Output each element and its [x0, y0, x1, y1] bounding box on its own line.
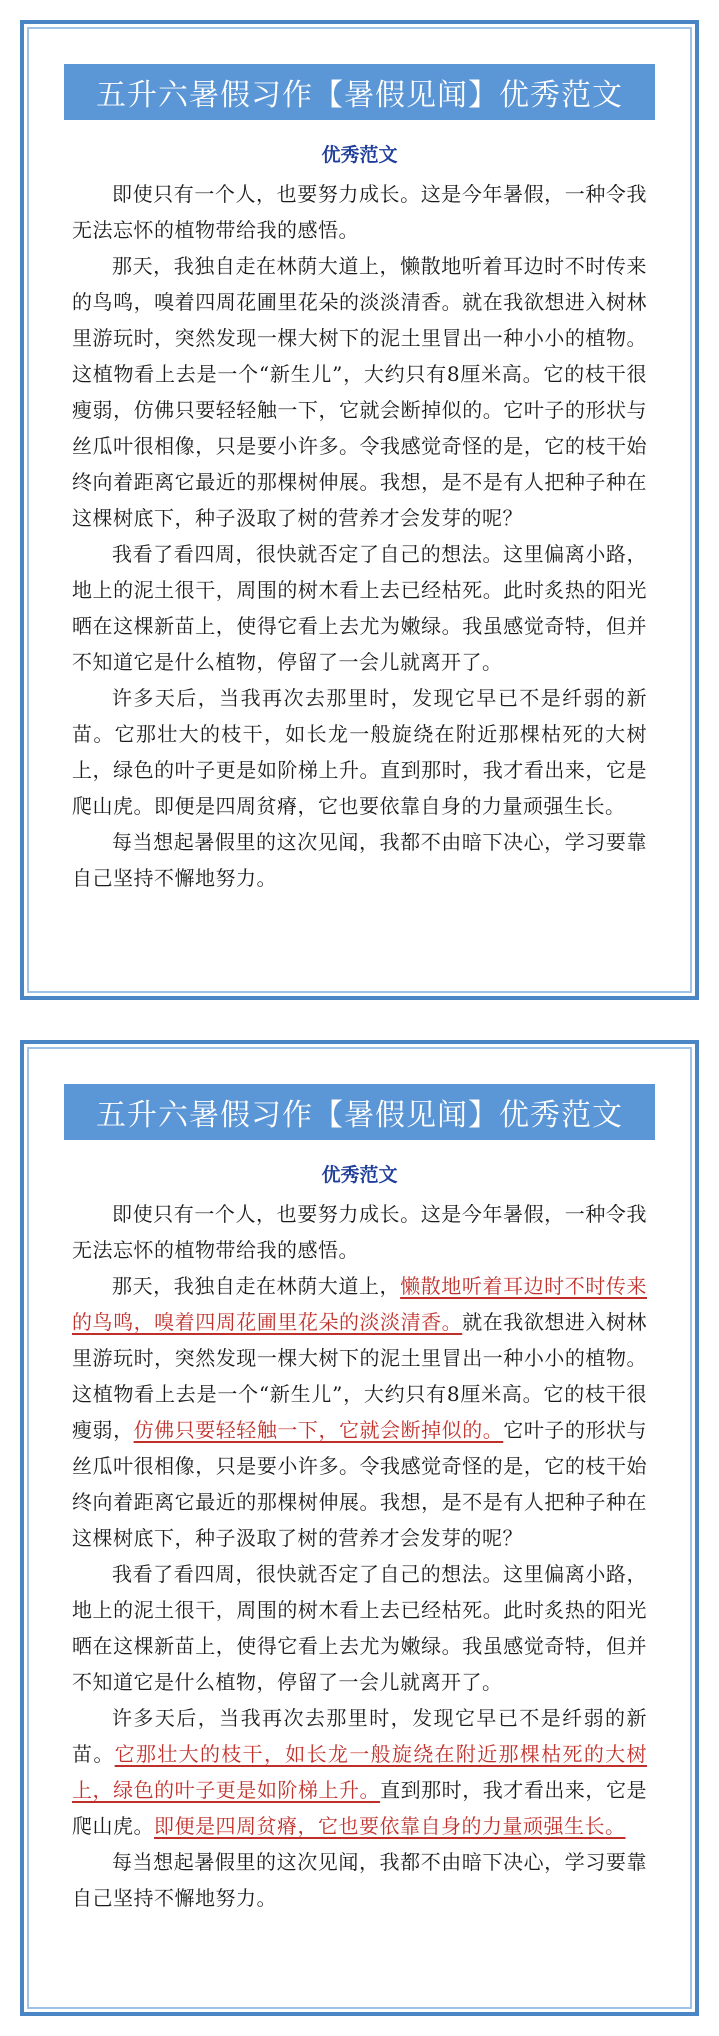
title-banner: 五升六暑假习作【暑假见闻】优秀范文	[64, 64, 655, 120]
paragraph: 每当想起暑假里的这次见闻，我都不由暗下决心，学习要靠自己坚持不懈地努力。	[72, 1850, 647, 1910]
paragraph: 每当想起暑假里的这次见闻，我都不由暗下决心，学习要靠自己坚持不懈地努力。	[72, 830, 647, 890]
paragraph: 即使只有一个人，也要努力成长。这是今年暑假，一种令我无法忘怀的植物带给我的感悟。	[72, 1202, 647, 1262]
paragraph: 那天，我独自走在林荫大道上，懒散地听着耳边时不时传来的鸟鸣，嗅着四周花圃里花朵的淡淡清香。就在我欲想进入树林里游玩时，突然发现一棵大树下的泥土里冒出一种小小的植物。这植物看上去是一个“新生儿”，大约只有8厘米高。它的枝干很瘦弱，仿佛只要轻轻触一下，它就会断掉似的。它叶子的形状与丝瓜叶很相像，只是要小许多。令我感觉奇怪的是，它的枝干始终向着距离它最近的那棵树伸展。我想，是不是有人把种子种在这棵树底下，种子汲取了树的营养才会发芽的呢？	[72, 1274, 648, 1550]
highlighted-sentence: 它那壮大的枝干，如长龙一般旋绕在附近那棵枯死的大树上，绿色的叶子更是如阶梯上升。	[72, 1742, 648, 1802]
essay-card-plain	[20, 20, 699, 1000]
highlighted-sentence: 仿佛只要轻轻触一下，它就会断掉似的。	[133, 1418, 504, 1442]
subtitle: 优秀范文	[321, 144, 398, 166]
title-banner: 五升六暑假习作【暑假见闻】优秀范文	[64, 1084, 655, 1140]
essay-body	[72, 176, 647, 896]
paragraph: 我看了看四周，很快就否定了自己的想法。这里偏离小路，地上的泥土很干，周围的树木看上去已经枯死。此时炙热的阳光晒在这棵新苗上，使得它看上去尤为嫩绿。我虽感觉奇特，但并不知道它是什么植物，停留了一会儿就离开了。	[72, 542, 647, 674]
highlighted-sentence: 即便是四周贫瘠，它也要依靠自身的力量顽强生长。	[154, 1814, 626, 1838]
paragraph: 许多天后，当我再次去那里时，发现它早已不是纤弱的新苗。它那壮大的枝干，如长龙一般旋绕在附近那棵枯死的大树上，绿色的叶子更是如阶梯上升。直到那时，我才看出来，它是爬山虎。即便是四周贫瘠，它也要依靠自身的力量顽强生长。	[72, 686, 648, 818]
paragraph: 我看了看四周，很快就否定了自己的想法。这里偏离小路，地上的泥土很干，周围的树木看上去已经枯死。此时炙热的阳光晒在这棵新苗上，使得它看上去尤为嫩绿。我虽感觉奇特，但并不知道它是什么植物，停留了一会儿就离开了。	[72, 1562, 647, 1694]
essay-card-annotated	[20, 1040, 699, 2016]
essay-body	[72, 1196, 647, 1916]
paragraph: 那天，我独自走在林荫大道上，懒散地听着耳边时不时传来的鸟鸣，嗅着四周花圃里花朵的淡淡清香。就在我欲想进入树林里游玩时，突然发现一棵大树下的泥土里冒出一种小小的植物。这植物看上去是一个“新生儿”，大约只有8厘米高。它的枝干很瘦弱，仿佛只要轻轻触一下，它就会断掉似的。它叶子的形状与丝瓜叶很相像，只是要小许多。令我感觉奇怪的是，它的枝干始终向着距离它最近的那棵树伸展。我想，是不是有人把种子种在这棵树底下，种子汲取了树的营养才会发芽的呢？	[72, 254, 648, 530]
paragraph: 许多天后，当我再次去那里时，发现它早已不是纤弱的新苗。它那壮大的枝干，如长龙一般旋绕在附近那棵枯死的大树上，绿色的叶子更是如阶梯上升。直到那时，我才看出来，它是爬山虎。即便是四周贫瘠，它也要依靠自身的力量顽强生长。	[72, 1706, 648, 1838]
paragraph: 即使只有一个人，也要努力成长。这是今年暑假，一种令我无法忘怀的植物带给我的感悟。	[72, 182, 647, 242]
highlighted-sentence: 懒散地听着耳边时不时传来的鸟鸣，嗅着四周花圃里花朵的淡淡清香。	[72, 1274, 648, 1334]
subtitle: 优秀范文	[321, 1164, 398, 1186]
